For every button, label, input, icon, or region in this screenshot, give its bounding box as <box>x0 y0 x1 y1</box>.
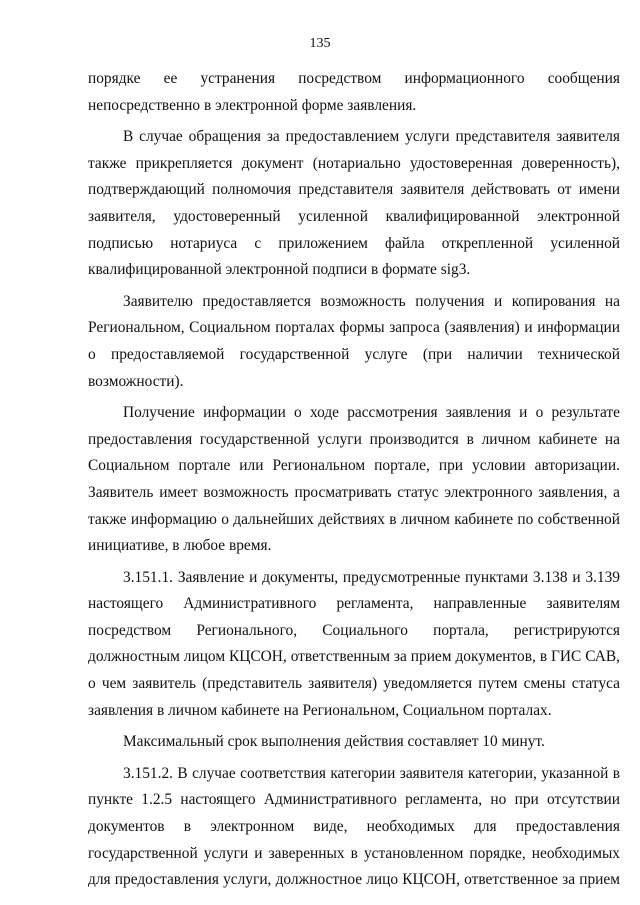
paragraph-3-151-2: 3.151.2. В случае соответствия категории заявителя категории, указанной в пункте 1.2.5 настоящего Административного регламента, но при отсутствии документов в электронном виде, необходимых для предоставления государственной услуги и заверенных в установленном порядке, необходимых для предоставления услуги, должностное лицо КЦСОН, ответственное за прием <box>88 764 620 889</box>
paragraph-form-copying: Заявителю предоставляется возможность получения и копирования на Региональном, Социальном порталах формы запроса (заявления) и информации о предоставляемой государственной услуге (при наличии технической возможности). <box>88 292 620 390</box>
paragraph-continuation: порядке ее устранения посредством информационного сообщения непосредственно в электронной форме заявления. <box>88 70 620 114</box>
paragraph-representative: В случае обращения за предоставлением услуги представителя заявителя также прикрепляется документ (нотариально удостоверенная доверенность), подтверждающий полномочия представителя заявителя действовать от имени заявителя, удостоверенный усиленной квалифицированной электронной подписью нотариуса с приложением файла открепленной усиленной квалифицированной электронной подписи в формате sig3. <box>88 128 620 279</box>
page-number: 135 <box>309 36 331 51</box>
paragraph-status-info: Получение информации о ходе рассмотрения заявления и о результате предоставления государственной услуги производится в личном кабинете на Социальном портале или Региональном портале, при условии авторизации. Заявитель имеет возможность просматривать статус электронного заявления, а также информацию о дальнейших действиях в личном кабинете по собственной инициативе, в любое время. <box>88 404 620 555</box>
paragraph-max-time: Максимальный срок выполнения действия составляет 10 минут. <box>123 733 545 751</box>
paragraph-3-151-1: 3.151.1. Заявление и документы, предусмотренные пунктами 3.138 и 3.139 настоящего Административного регламента, направленные заявителям посредством Регионального, Социального портала, регистрируются должностным лицом КЦСОН, ответственным за прием документов, в ГИС САВ, о чем заявитель (представитель заявителя) уведомляется путем смены статуса заявления в личном кабинете на Региональном, Социальном порталах. <box>88 568 620 719</box>
document-body <box>88 66 620 894</box>
